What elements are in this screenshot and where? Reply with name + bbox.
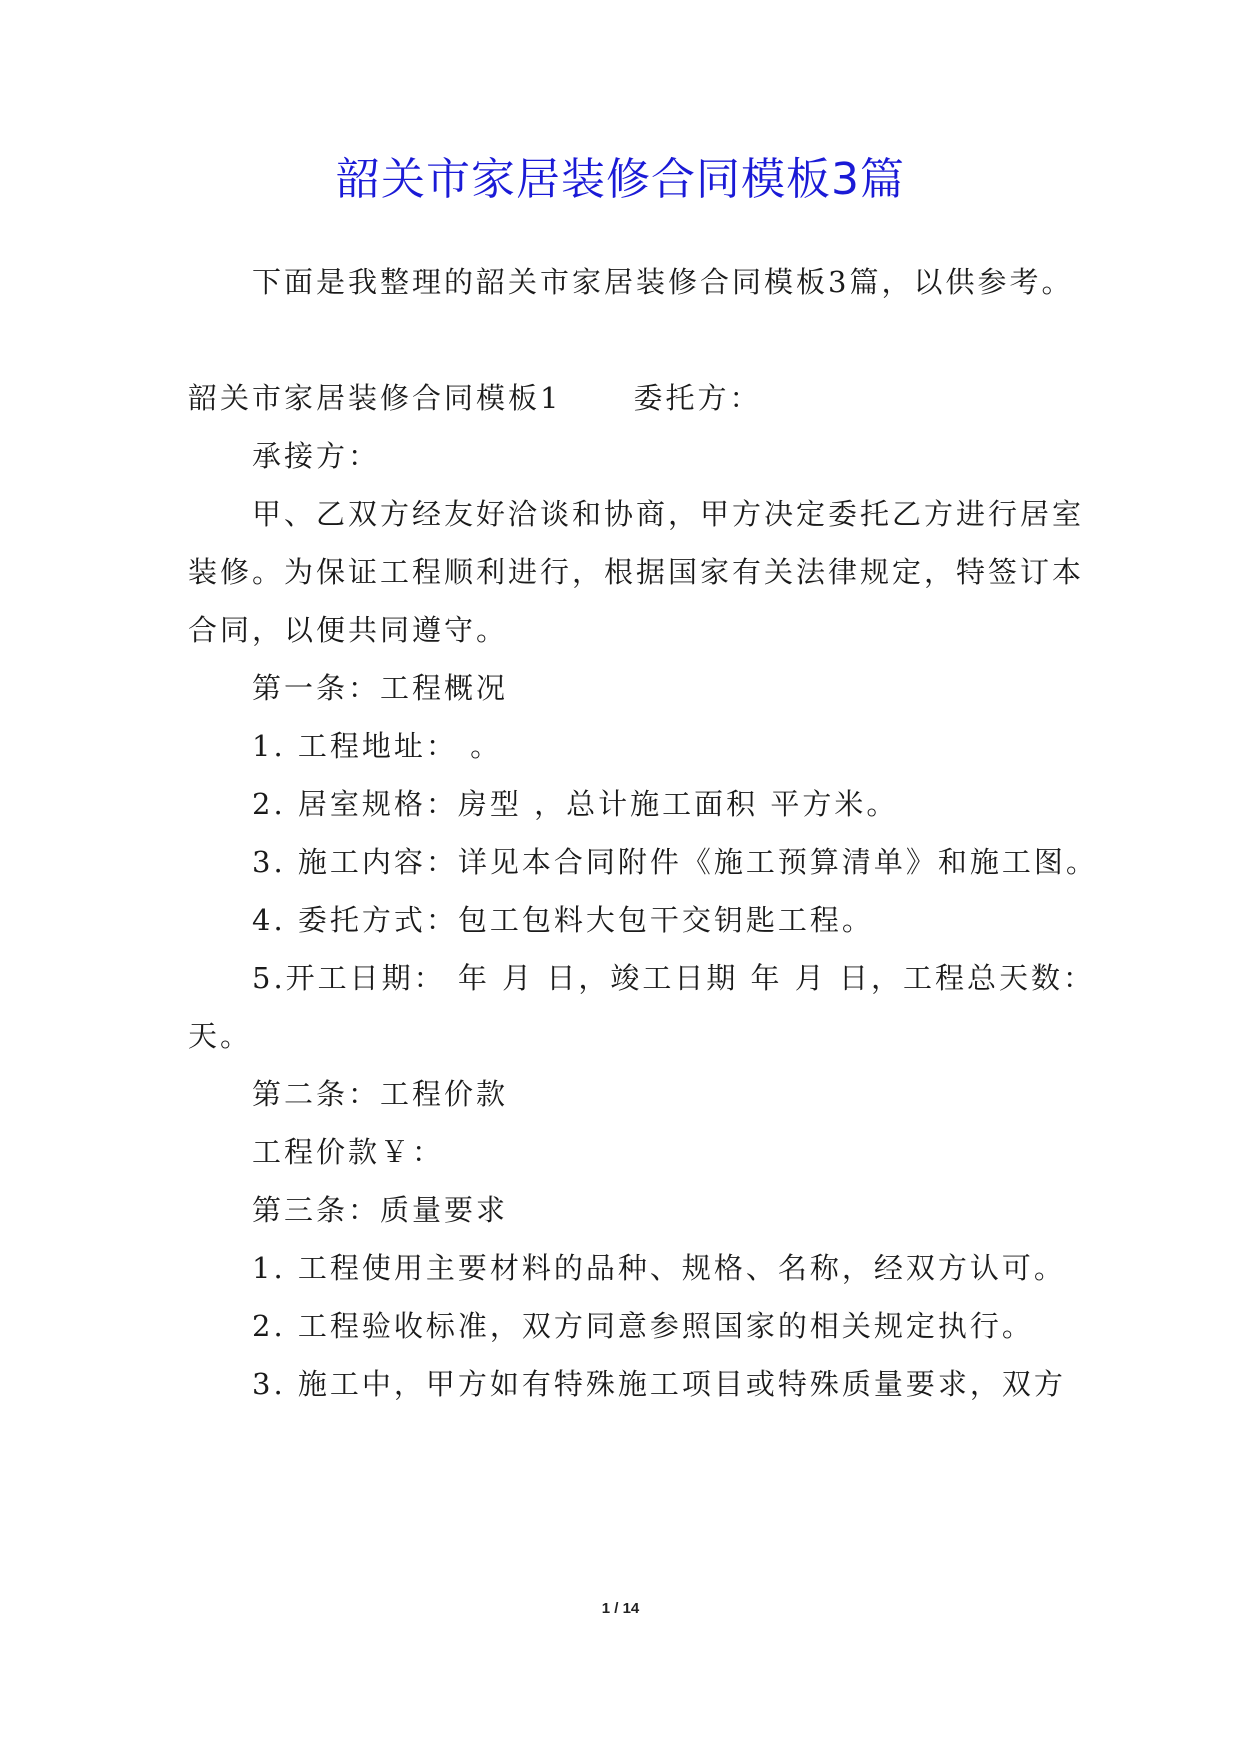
section-heading-row (188, 378, 761, 418)
article-heading: 第一条：工程概况 (252, 671, 509, 705)
article-heading: 第三条：质量要求 (252, 1193, 509, 1227)
article-item: 3. 施工中，甲方如有特殊施工项目或特殊质量要求，双方 (252, 1367, 1066, 1401)
page-indicator: 1 / 14 (601, 1600, 640, 1617)
section-heading: 韶关市家居装修合同模板1 (188, 381, 562, 415)
article-item: 5.开工日期： 年 月 日，竣工日期 年 月 日，工程总天数： (252, 961, 1095, 995)
article-item: 1. 工程地址： 。 (252, 729, 503, 763)
article-item: 天。 (188, 1019, 253, 1053)
article-item: 1. 工程使用主要材料的品种、规格、名称，经双方认可。 (252, 1251, 1066, 1285)
document-title: 韶关市家居装修合同模板3篇 (336, 154, 905, 205)
article-item: 2. 工程验收标准，双方同意参照国家的相关规定执行。 (252, 1309, 1034, 1343)
intro-paragraph: 下面是我整理的韶关市家居装修合同模板3篇，以供参考。 (252, 265, 1074, 299)
preamble-line: 装修。为保证工程顺利进行，根据国家有关法律规定，特签订本 (188, 555, 1085, 589)
article-item: 2. 居室规格：房型 ，总计施工面积 平方米。 (252, 787, 899, 821)
article-item: 3. 施工内容：详见本合同附件《施工预算清单》和施工图。 (252, 845, 1098, 879)
delegator-label: 委托方： (633, 381, 762, 415)
article-item: 4. 委托方式：包工包料大包干交钥匙工程。 (252, 903, 874, 937)
price-line: 工程价款￥： (252, 1135, 445, 1169)
contractor-label: 承接方： (252, 439, 381, 473)
preamble-line: 合同，以便共同遵守。 (188, 613, 509, 647)
preamble-line: 甲、乙双方经友好洽谈和协商，甲方决定委托乙方进行居室 (252, 497, 1085, 531)
article-heading: 第二条：工程价款 (252, 1077, 509, 1111)
